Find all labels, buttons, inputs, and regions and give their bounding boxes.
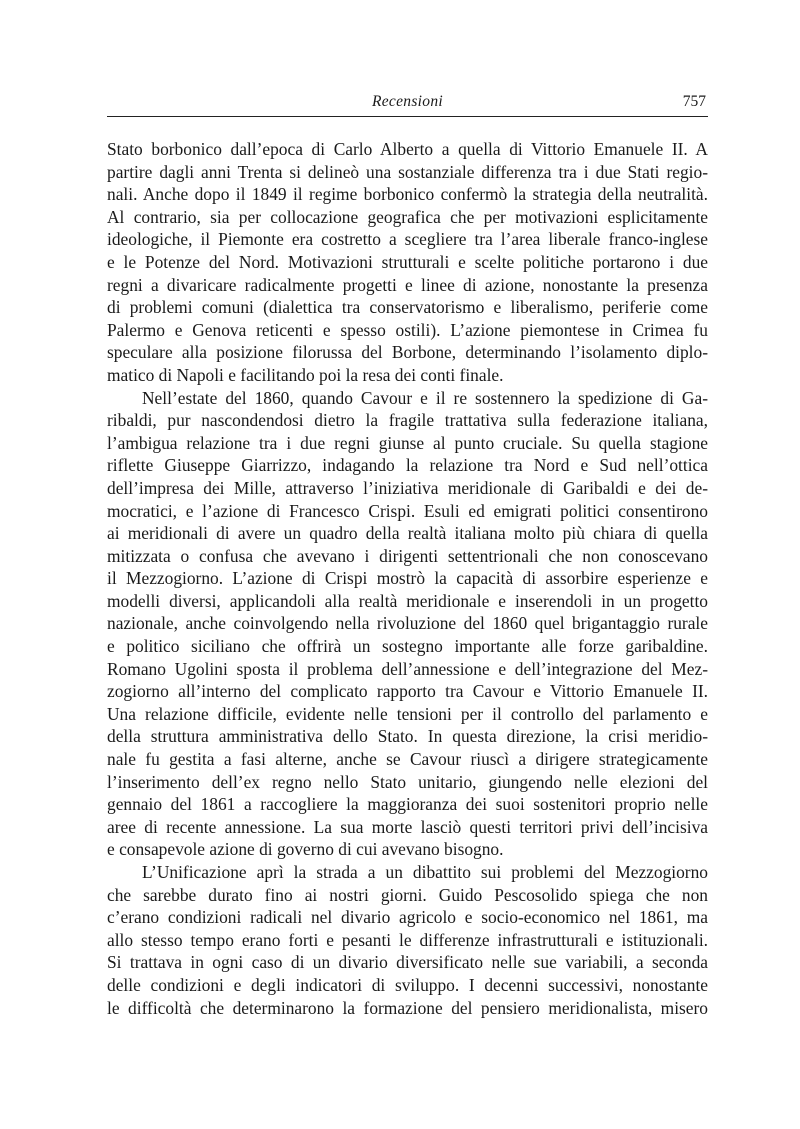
text-line: ai meridionali di avere un quadro della realtà italiana molto più chiara di quella [107, 523, 708, 544]
text-line: e le Potenze del Nord. Motivazioni strutturali e scelte politiche portarono i due [107, 251, 708, 272]
text-line: riflette Giuseppe Giarrizzo, indagando la relazione tra Nord e Sud nell’ottica [107, 455, 708, 476]
text-line: regni a divaricare radicalmente progetti e linee di azione, nonostante la presenza [107, 274, 708, 295]
text-line: ideologiche, il Piemonte era costretto a scegliere tra l’area liberale franco-inglese [107, 229, 708, 250]
text-line: nazionale, anche coinvolgendo nella rivoluzione del 1860 quel brigantaggio rurale [107, 613, 708, 634]
text-line: che sarebbe durato fino ai nostri giorni. Guido Pescosolido spiega che non [107, 884, 708, 905]
text-line: l’ambigua relazione tra i due regni giunse al punto cruciale. Su quella stagione [107, 432, 708, 453]
text-line: e consapevole azione di governo di cui avevano bisogno. [107, 839, 504, 860]
text-line: Una relazione difficile, evidente nelle tensioni per il controllo del parlamento e [107, 703, 708, 724]
text-line: l’inserimento dell’ex regno nello Stato unitario, giungendo nelle elezioni del [107, 771, 708, 792]
text-line: Al contrario, sia per collocazione geografica che per motivazioni esplicitamente [107, 206, 708, 227]
text-line: della struttura amministrativa dello Stato. In questa direzione, la crisi meridio- [107, 726, 708, 747]
text-line: speculare alla posizione filorussa del Borbone, determinando l’isolamento diplo- [107, 342, 708, 363]
text-line: gennaio del 1861 a raccogliere la maggioranza dei suoi sostenitori proprio nelle [107, 794, 708, 815]
text-line: delle condizioni e degli indicatori di sviluppo. I decenni successivi, nonostante [107, 974, 708, 995]
text-line: matico di Napoli e facilitando poi la resa dei conti finale. [107, 364, 504, 385]
text-line: aree di recente annessione. La sua morte lasciò questi territori privi dell’incisiva [107, 816, 708, 837]
text-line: e politico siciliano che offrirà un sostegno importante alle forze garibaldine. [107, 636, 708, 657]
text-line: partire dagli anni Trenta si delineò una sostanziale differenza tra i due Stati regio- [107, 161, 708, 182]
text-line: Palermo e Genova reticenti e spesso ostili). L’azione piemontese in Crimea fu [107, 319, 708, 340]
text-line: ribaldi, pur nascondendosi dietro la fragile trattativa sulla federazione italiana, [107, 410, 708, 431]
text-line: Stato borbonico dall’epoca di Carlo Alberto a quella di Vittorio Emanuele II. A [107, 139, 708, 159]
text-line: nale fu gestita a fasi alterne, anche se Cavour riuscì a dirigere strategicamente [107, 749, 708, 770]
text-line: modelli diversi, applicandoli alla realtà meridionale e inserendoli in un progetto [107, 590, 708, 611]
text-line: dell’impresa dei Mille, attraverso l’iniziativa meridionale di Garibaldi e dei de- [107, 477, 708, 498]
running-head [107, 90, 708, 117]
body-text [107, 138, 708, 1019]
text-line: il Mezzogiorno. L’azione di Crispi mostrò la capacità di assorbire esperienze e [107, 568, 708, 589]
text-line: le difficoltà che determinarono la formazione del pensiero meridionalista, misero [107, 997, 708, 1018]
text-line: zogiorno all’interno del complicato rapporto tra Cavour e Vittorio Emanuele II. [107, 681, 708, 702]
section-title: Recensioni [371, 93, 443, 110]
text-line: di problemi comuni (dialettica tra conservatorismo e liberalismo, periferie come [107, 297, 708, 318]
text-line: c’erano condizioni radicali nel divario agricolo e socio-economico nel 1861, ma [107, 907, 708, 928]
text-line: nali. Anche dopo il 1849 il regime borbonico confermò la strategia della neutralità. [107, 184, 708, 205]
book-page [107, 90, 708, 1019]
text-line: Si trattava in ogni caso di un divario diversificato nelle sue variabili, a seconda [107, 952, 708, 973]
text-line: Romano Ugolini sposta il problema dell’annessione e dell’integrazione del Mez- [107, 658, 708, 679]
text-line: L’Unificazione aprì la strada a un dibattito sui problemi del Mezzogiorno [142, 862, 708, 882]
text-line: allo stesso tempo erano forti e pesanti le differenze infrastrutturali e istituzionali. [107, 929, 708, 950]
text-line: mocratici, e l’azione di Francesco Crispi. Esuli ed emigrati politici consentirono [107, 500, 708, 521]
text-line: Nell’estate del 1860, quando Cavour e il re sostennero la spedizione di Ga- [142, 387, 708, 408]
text-line: mitizzata o confusa che avevano i dirigenti settentrionali che non conoscevano [107, 545, 708, 566]
page-number: 757 [682, 93, 706, 110]
